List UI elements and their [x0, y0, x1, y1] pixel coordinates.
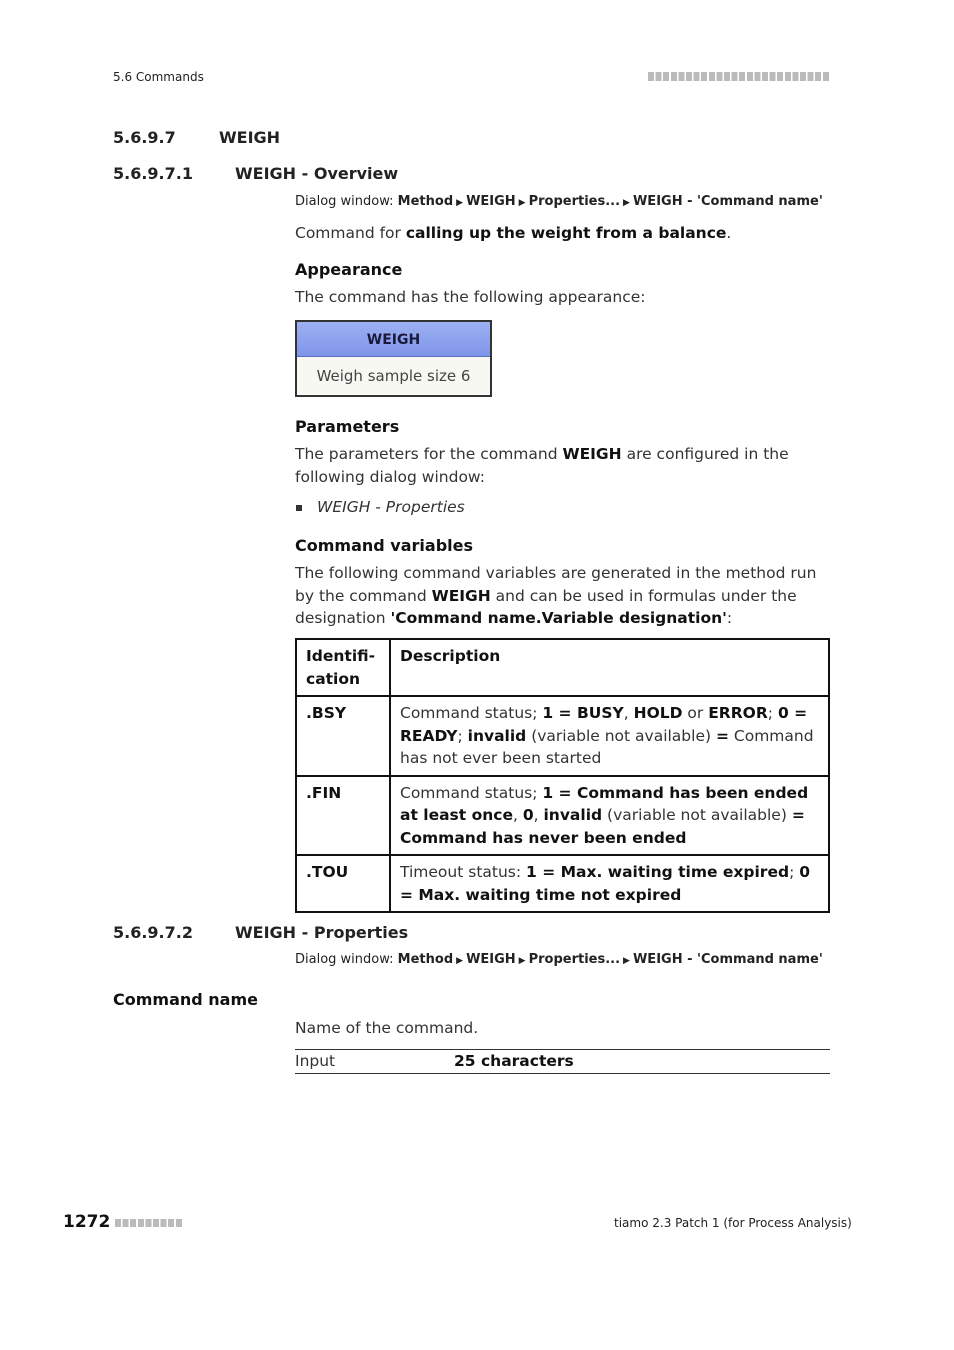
path-method: Method — [397, 194, 454, 209]
arrow-icon: ▶ — [518, 956, 526, 966]
variable-description: Command status; 1 = Command has been ended at least once, 0, invalid (variable not available) = Command has never been ended — [390, 776, 829, 856]
bullet-link[interactable]: WEIGH - Properties — [317, 498, 465, 516]
properties-dialog-path: Dialog window: Method ▶ WEIGH ▶ Properties... ▶ WEIGH - 'Command name' — [295, 952, 823, 967]
path-weigh: WEIGH — [466, 952, 516, 967]
table-row — [296, 776, 829, 856]
section-title: WEIGH — [219, 128, 281, 147]
arrow-icon: ▶ — [456, 956, 464, 966]
command-variables-text: The following command variables are generated in the method run by the command WEIGH and can be used in formulas under the designation 'Command name.Variable designation': — [295, 564, 817, 627]
appearance-heading: Appearance — [295, 260, 403, 279]
intro-text: Command for calling up the weight from a balance. — [295, 224, 732, 242]
footer-product: tiamo 2.3 Patch 1 (for Process Analysis) — [614, 1216, 852, 1230]
section-heading — [113, 128, 280, 147]
command-name-heading: Command name — [113, 990, 258, 1009]
path-method: Method — [397, 952, 454, 967]
path-properties: Properties... — [528, 194, 621, 209]
arrow-icon: ▶ — [623, 956, 630, 966]
variable-id: .TOU — [296, 855, 390, 912]
table-row — [296, 855, 829, 912]
table-header-row — [296, 639, 829, 696]
variable-id: .BSY — [296, 696, 390, 776]
arrow-icon: ▶ — [623, 198, 630, 208]
command-box-title: WEIGH — [297, 322, 490, 357]
footer-dots — [115, 1219, 183, 1227]
properties-title: WEIGH - Properties — [235, 923, 409, 942]
path-command: WEIGH - 'Command name' — [632, 952, 823, 967]
path-command: WEIGH - 'Command name' — [632, 194, 823, 209]
variable-id: .FIN — [296, 776, 390, 856]
table-row — [296, 696, 829, 776]
command-box-subtitle: Weigh sample size 6 — [297, 357, 490, 394]
arrow-icon: ▶ — [518, 198, 526, 208]
command-name-text: Name of the command. — [295, 1019, 479, 1037]
command-appearance-box — [295, 320, 492, 397]
appearance-text: The command has the following appearance: — [295, 288, 646, 306]
path-weigh: WEIGH — [466, 194, 516, 209]
variable-description: Timeout status: 1 = Max. waiting time expired; 0 = Max. waiting time not expired — [390, 855, 829, 912]
bullet-item — [296, 498, 465, 516]
variables-table — [295, 638, 830, 913]
input-value: 25 characters — [454, 1052, 574, 1070]
variable-description: Command status; 1 = BUSY, HOLD or ERROR; 0 = READY; invalid (variable not available) = Command has not ever been started — [390, 696, 829, 776]
parameters-text: The parameters for the command WEIGH are configured in the following dialog window: — [295, 445, 789, 486]
parameters-heading: Parameters — [295, 417, 400, 436]
command-variables-heading: Command variables — [295, 536, 473, 555]
overview-heading — [113, 164, 398, 183]
bullet-icon — [296, 505, 302, 511]
overview-number: 5.6.9.7.1 — [113, 164, 193, 183]
properties-number: 5.6.9.7.2 — [113, 923, 193, 942]
properties-heading — [113, 923, 408, 942]
arrow-icon: ▶ — [456, 198, 464, 208]
running-header: 5.6 Commands — [113, 70, 204, 84]
table-header-description: Description — [390, 639, 829, 696]
path-properties: Properties... — [528, 952, 621, 967]
table-header-identification: Identifi- cation — [296, 639, 390, 696]
overview-title: WEIGH - Overview — [235, 164, 399, 183]
overview-dialog-path: Dialog window: Method ▶ WEIGH ▶ Properties... ▶ WEIGH - 'Command name' — [295, 194, 823, 209]
input-row — [295, 1049, 830, 1074]
page-number: 1272 — [63, 1212, 111, 1232]
input-label: Input — [295, 1052, 336, 1070]
section-number: 5.6.9.7 — [113, 128, 176, 147]
header-dots — [648, 72, 830, 81]
